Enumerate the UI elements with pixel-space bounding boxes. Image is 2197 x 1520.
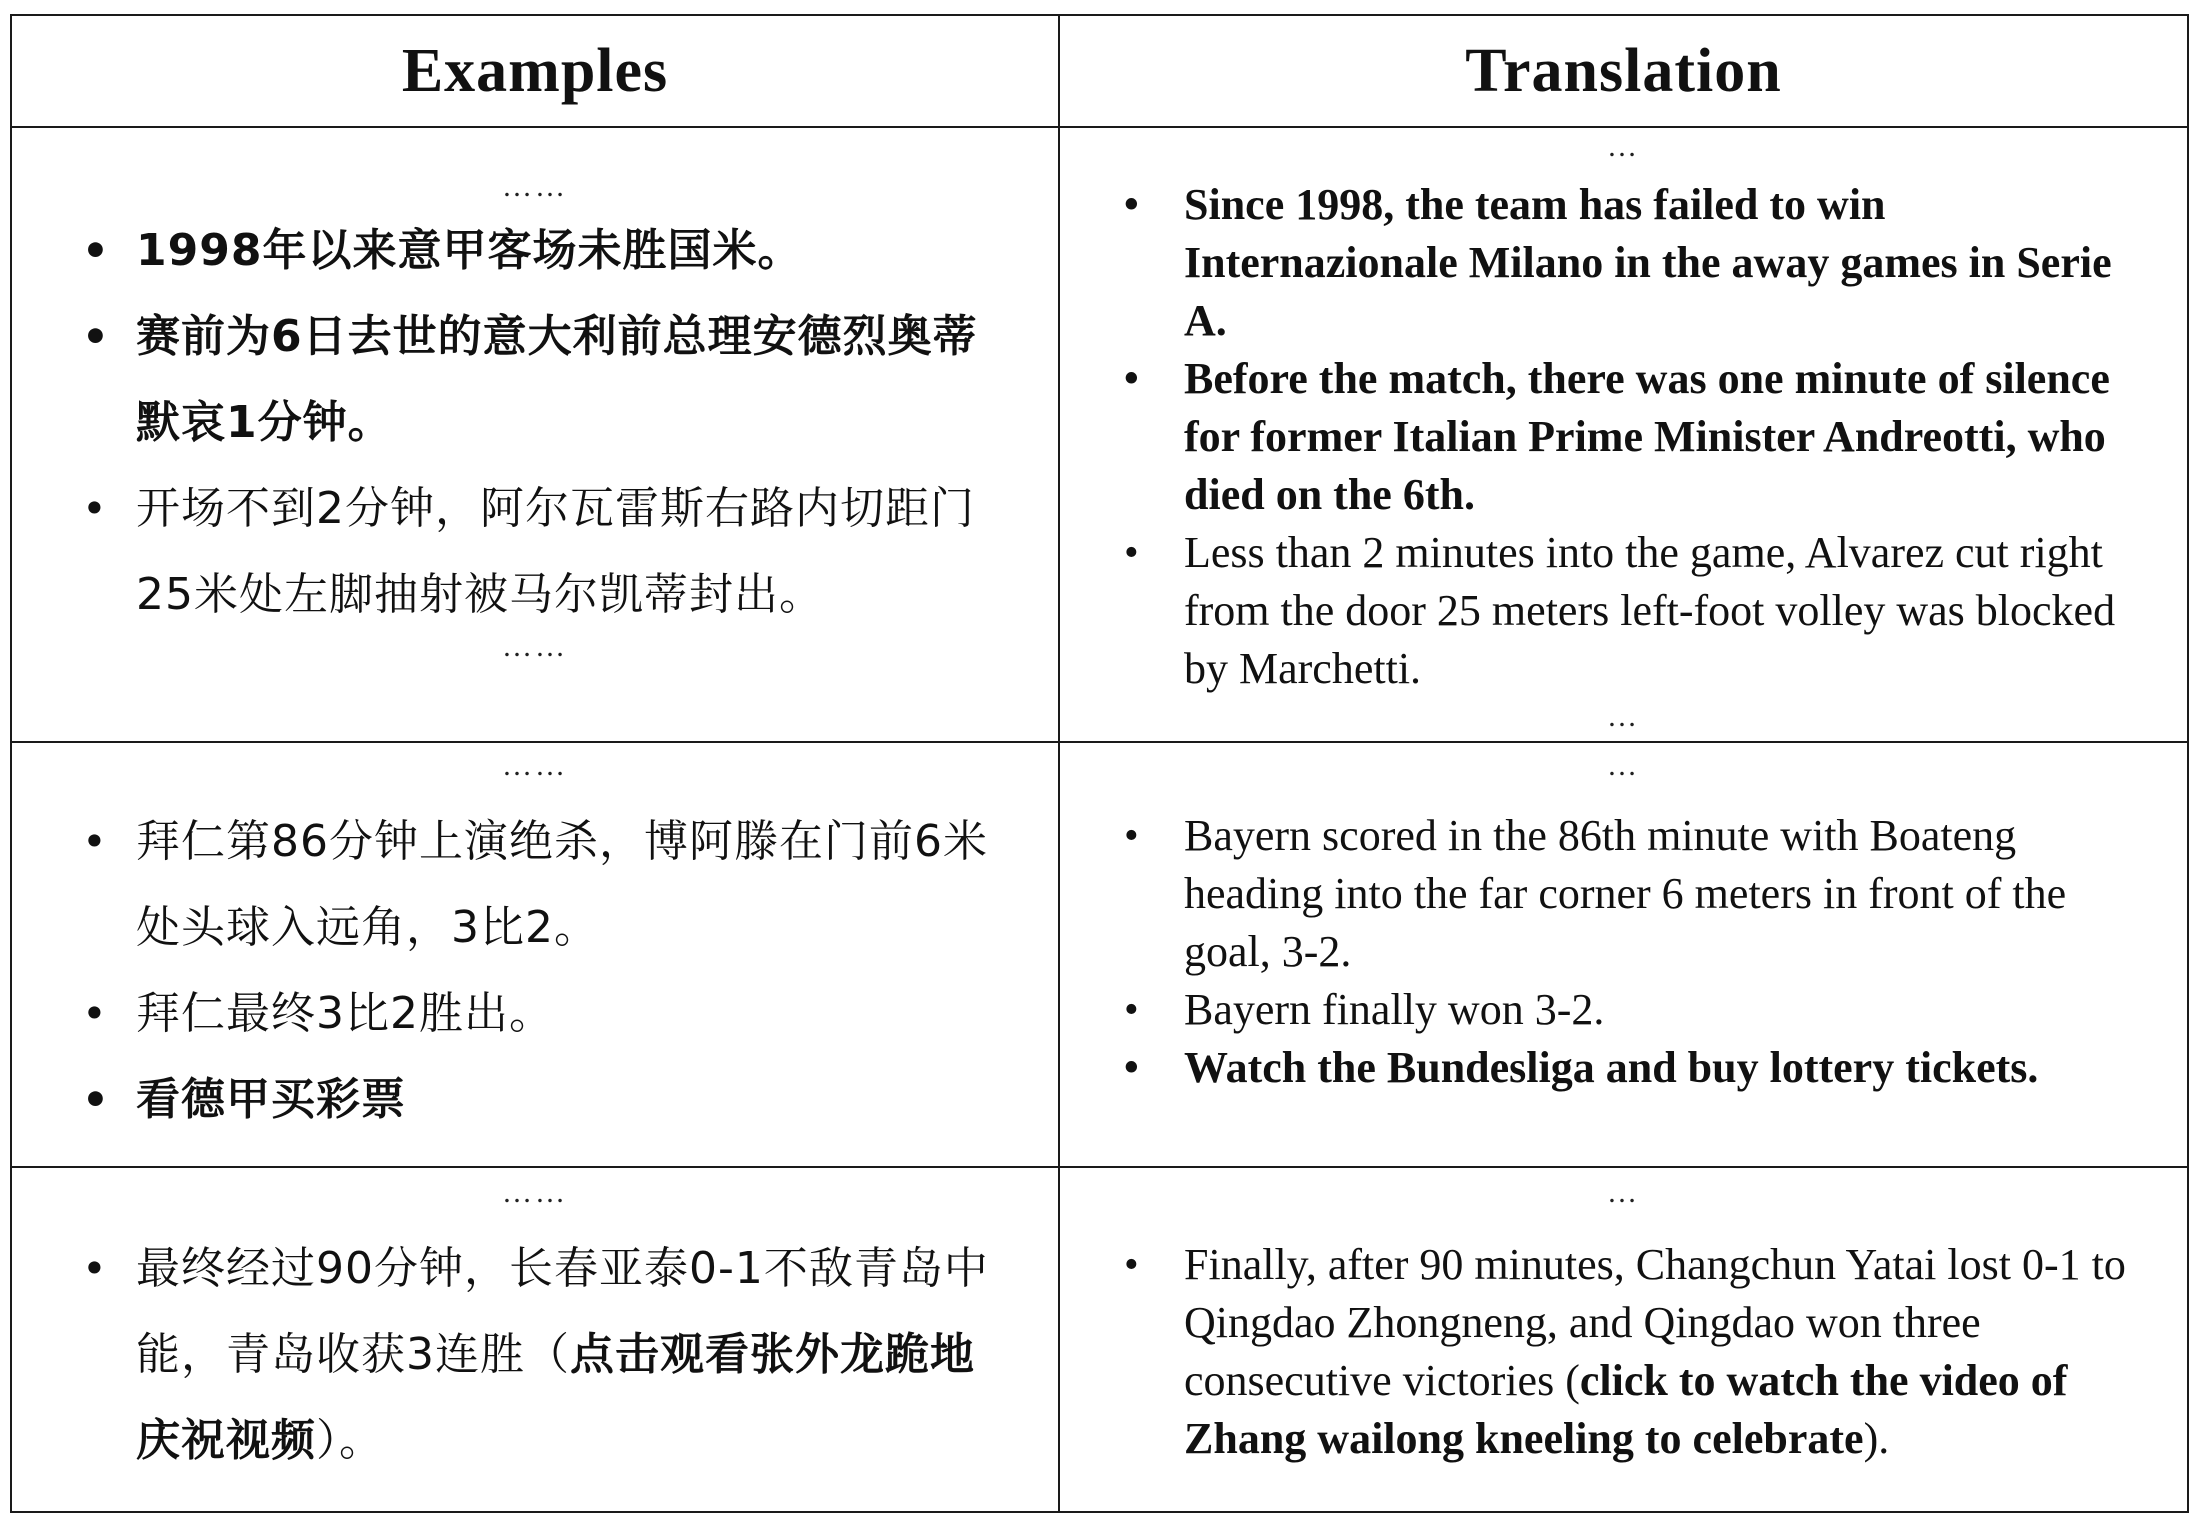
ellipsis: …… xyxy=(502,170,568,203)
examples-list xyxy=(12,1226,1058,1484)
list-item: • 1998年以来意甲客场未胜国米。 xyxy=(12,208,1058,294)
examples-translation-table xyxy=(10,14,2189,1513)
ellipsis: … xyxy=(1607,1176,1640,1209)
list-item: • Before the match, there was one minute of silence for former Italian Prime Minister Andreotti, who died on the 6th. xyxy=(1060,350,2187,524)
list-item: • 开场不到2分钟，阿尔瓦雷斯右路内切距门25米处左脚抽射被马尔凯蒂封出。 xyxy=(12,466,1058,638)
translation-cell xyxy=(1059,127,2188,742)
examples-list xyxy=(12,208,1058,638)
list-item: • Bayern scored in the 86th minute with Boateng heading into the far corner 6 meters in front of the goal, 3-2. xyxy=(1060,807,2187,981)
translation-list xyxy=(1060,176,2187,698)
examples-cell xyxy=(11,742,1059,1167)
ellipsis: …… xyxy=(502,1176,568,1209)
list-item: • 拜仁最终3比2胜出。 xyxy=(12,971,1058,1057)
ellipsis: …… xyxy=(502,630,568,663)
table-row xyxy=(11,742,2188,1167)
bullet: • xyxy=(82,1075,110,1124)
header-row xyxy=(11,15,2188,127)
translation-cell xyxy=(1059,742,2188,1167)
bullet: • xyxy=(82,1244,108,1293)
bullet: • xyxy=(1124,356,1139,402)
video-link-text: click to watch the video of Zhang wailong kneeling to celebrate xyxy=(1184,1356,2068,1463)
bullet: • xyxy=(1124,182,1139,228)
bullet: • xyxy=(1124,987,1139,1033)
list-item: • Since 1998, the team has failed to win Internazionale Milano in the away games in Serie A. xyxy=(1060,176,2187,350)
list-item: • 看德甲买彩票 xyxy=(12,1057,1058,1143)
bullet: • xyxy=(82,817,108,866)
list-item: • 拜仁第86分钟上演绝杀，博阿滕在门前6米处头球入远角，3比2。 xyxy=(12,799,1058,971)
bullet: • xyxy=(82,312,110,361)
translation-list xyxy=(1060,807,2187,1097)
examples-cell xyxy=(11,1167,1059,1512)
video-link-text: 点击观看张外龙跪地庆祝视频 xyxy=(136,1329,975,1466)
list-item: • Bayern finally won 3-2. xyxy=(1060,981,2187,1039)
ellipsis: … xyxy=(1607,749,1640,782)
list-item: • 赛前为6日去世的意大利前总理安德烈奥蒂默哀1分钟。 xyxy=(12,294,1058,466)
ellipsis: …… xyxy=(502,749,568,782)
header-translation: Translation xyxy=(1059,15,2188,127)
bullet: • xyxy=(82,989,108,1038)
examples-list xyxy=(12,799,1058,1143)
bullet: • xyxy=(82,484,108,533)
header-examples: Examples xyxy=(11,15,1059,127)
bullet: • xyxy=(1124,1242,1139,1288)
translation-cell xyxy=(1059,1167,2188,1512)
bullet: • xyxy=(1124,1045,1139,1091)
bullet: • xyxy=(1124,813,1139,859)
table-row xyxy=(11,1167,2188,1512)
translation-list xyxy=(1060,1236,2187,1468)
table-row xyxy=(11,127,2188,742)
list-item: • Watch the Bundesliga and buy lottery tickets. xyxy=(1060,1039,2187,1097)
ellipsis: … xyxy=(1607,130,1640,163)
examples-cell xyxy=(11,127,1059,742)
list-item: • Finally, after 90 minutes, Changchun Yatai lost 0-1 to Qingdao Zhongneng, and Qingdao won three consecutive victories (click to watch the video of Zhang wailong kneeling to celebrate). xyxy=(1060,1236,2187,1468)
list-item: • 最终经过90分钟，长春亚泰0-1不敌青岛中能，青岛收获3连胜（点击观看张外龙跪地庆祝视频）。 xyxy=(12,1226,1058,1484)
bullet: • xyxy=(82,226,110,275)
ellipsis: … xyxy=(1607,700,1640,733)
list-item: • Less than 2 minutes into the game, Alvarez cut right from the door 25 meters left-foot volley was blocked by Marchetti. xyxy=(1060,524,2187,698)
bullet: • xyxy=(1124,530,1139,576)
